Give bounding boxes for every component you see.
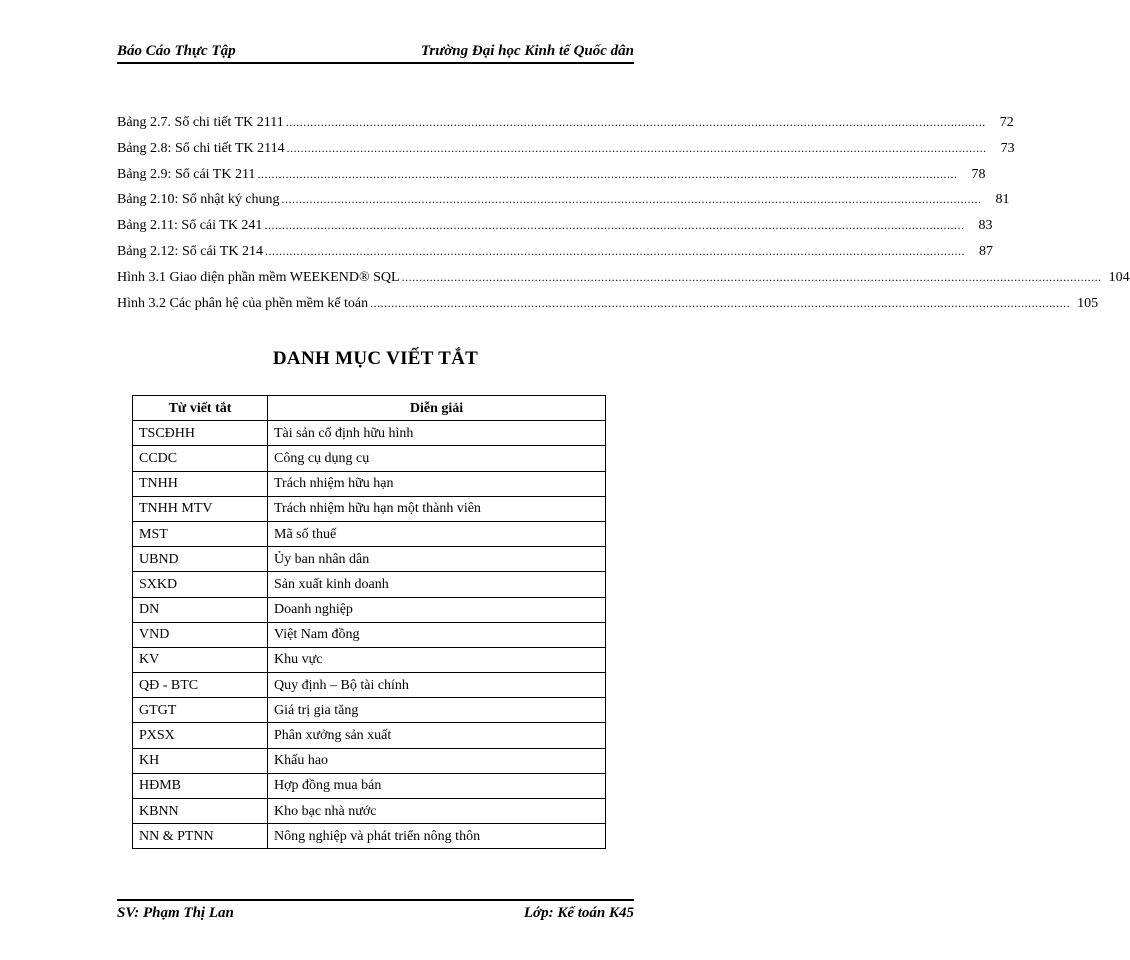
table-header-row — [133, 396, 606, 421]
abbreviation-cell: TNHH MTV — [133, 496, 268, 521]
table-row — [133, 698, 606, 723]
table-row — [133, 446, 606, 471]
explanation-cell: Việt Nam đồng — [268, 622, 606, 647]
column-header-explanation: Diễn giải — [268, 396, 606, 421]
toc-entry[interactable] — [117, 189, 1010, 215]
table-row — [133, 496, 606, 521]
toc-leader-dots: ........................................................................................................................................................................................................ — [285, 115, 986, 129]
toc-entry-page: 87 — [978, 243, 993, 259]
abbreviation-cell: NN & PTNN — [133, 824, 268, 849]
explanation-cell: Ủy ban nhân dân — [268, 547, 606, 572]
toc-leader-dots: ........................................................................................................................................................................................................ — [264, 243, 965, 258]
explanation-cell: Sản xuất kinh doanh — [268, 572, 606, 597]
explanation-cell: Khu vực — [268, 647, 606, 672]
toc-entry-page: 72 — [999, 115, 1014, 130]
toc-entry[interactable] — [117, 293, 1099, 319]
column-header-abbreviation: Từ viết tắt — [133, 396, 268, 421]
table-of-contents — [117, 112, 1130, 318]
table-row — [133, 622, 606, 647]
page-header — [117, 38, 634, 64]
explanation-cell: Công cụ dụng cụ — [268, 446, 606, 471]
table-row — [133, 647, 606, 672]
toc-entry[interactable] — [117, 267, 1130, 293]
toc-entry-label: Bảng 2.7. Sổ chi tiết TK 2111 — [117, 115, 284, 130]
toc-leader-dots: ........................................................................................................................................................................................................ — [264, 218, 965, 233]
abbreviation-cell: KH — [133, 748, 268, 773]
toc-entry[interactable] — [117, 241, 993, 267]
toc-leader-dots: ........................................................................................................................................................................................................ — [257, 166, 958, 181]
toc-entry-page: 78 — [971, 166, 986, 182]
abbreviation-cell: DN — [133, 597, 268, 622]
toc-entry-label: Hình 3.1 Giao diện phần mềm WEEKEND® SQL — [117, 269, 400, 285]
footer-class: Lớp: Kế toán K45 — [523, 905, 634, 921]
abbreviation-cell: TSCĐHH — [133, 421, 268, 446]
abbreviation-cell: GTGT — [133, 698, 268, 723]
toc-entry-page: 83 — [978, 218, 993, 234]
table-row — [133, 673, 606, 698]
abbreviations-table — [132, 395, 606, 849]
toc-entry-page: 104 — [1108, 269, 1130, 285]
toc-entry[interactable] — [117, 138, 1015, 164]
toc-entry-label: Bảng 2.11: Sổ cái TK 241 — [117, 218, 263, 234]
abbreviation-cell: CCDC — [133, 446, 268, 471]
explanation-cell: Khấu hao — [268, 748, 606, 773]
table-row — [133, 723, 606, 748]
toc-leader-dots: ........................................................................................................................................................................................................ — [401, 269, 1102, 284]
toc-entry-label: Bảng 2.10: Sổ nhật ký chung — [117, 192, 280, 208]
toc-entry-page: 105 — [1077, 295, 1099, 311]
table-row — [133, 471, 606, 496]
abbreviation-cell: UBND — [133, 547, 268, 572]
toc-entry-label: Bảng 2.9: Sổ cái TK 211 — [117, 166, 256, 182]
toc-entry-label: Bảng 2.8: Sổ chi tiết TK 2114 — [117, 140, 285, 156]
toc-entry[interactable] — [117, 164, 986, 190]
table-row — [133, 572, 606, 597]
toc-entry[interactable] — [117, 112, 1014, 138]
table-row — [133, 547, 606, 572]
header-report-title: Báo Cáo Thực Tập — [117, 43, 236, 59]
explanation-cell: Phân xưởng sản xuất — [268, 723, 606, 748]
explanation-cell: Trách nhiệm hữu hạn — [268, 471, 606, 496]
explanation-cell: Trách nhiệm hữu hạn một thành viên — [268, 496, 606, 521]
explanation-cell: Mã số thuế — [268, 521, 606, 546]
section-title: DANH MỤC VIẾT TẮT — [272, 348, 479, 369]
table-row — [133, 824, 606, 849]
toc-entry-page: 73 — [1000, 140, 1015, 156]
toc-entry[interactable] — [117, 215, 993, 241]
abbreviation-cell: QĐ - BTC — [133, 673, 268, 698]
explanation-cell: Hợp đồng mua bán — [268, 773, 606, 798]
table-row — [133, 799, 606, 824]
abbreviation-cell: MST — [133, 521, 268, 546]
page-footer — [117, 899, 634, 922]
toc-leader-dots: ........................................................................................................................................................................................................ — [281, 192, 982, 207]
explanation-cell: Kho bạc nhà nước — [268, 799, 606, 824]
header-university: Trường Đại học Kinh tế Quốc dân — [420, 43, 634, 59]
abbreviation-cell: TNHH — [133, 471, 268, 496]
table-row — [133, 421, 606, 446]
explanation-cell: Giá trị gia tăng — [268, 698, 606, 723]
toc-leader-dots: ........................................................................................................................................................................................................ — [286, 140, 987, 155]
toc-entry-page: 81 — [995, 192, 1010, 208]
table-row — [133, 748, 606, 773]
footer-student-name: SV: Phạm Thị Lan — [117, 905, 234, 921]
abbreviation-cell: VND — [133, 622, 268, 647]
abbreviation-cell: HĐMB — [133, 773, 268, 798]
abbreviation-cell: KV — [133, 647, 268, 672]
abbreviation-cell: SXKD — [133, 572, 268, 597]
table-row — [133, 597, 606, 622]
abbreviation-cell: PXSX — [133, 723, 268, 748]
explanation-cell: Doanh nghiệp — [268, 597, 606, 622]
table-row — [133, 521, 606, 546]
toc-entry-label: Bảng 2.12: Sổ cái TK 214 — [117, 243, 263, 259]
explanation-cell: Nông nghiệp và phát triển nông thôn — [268, 824, 606, 849]
abbreviation-cell: KBNN — [133, 799, 268, 824]
table-row — [133, 773, 606, 798]
toc-leader-dots: ........................................................................................................................................................................................................ — [370, 295, 1071, 310]
explanation-cell: Quy định – Bộ tài chính — [268, 673, 606, 698]
toc-entry-label: Hình 3.2 Các phân hệ của phền mềm kế toán — [117, 295, 369, 311]
explanation-cell: Tài sản cố định hữu hình — [268, 421, 606, 446]
